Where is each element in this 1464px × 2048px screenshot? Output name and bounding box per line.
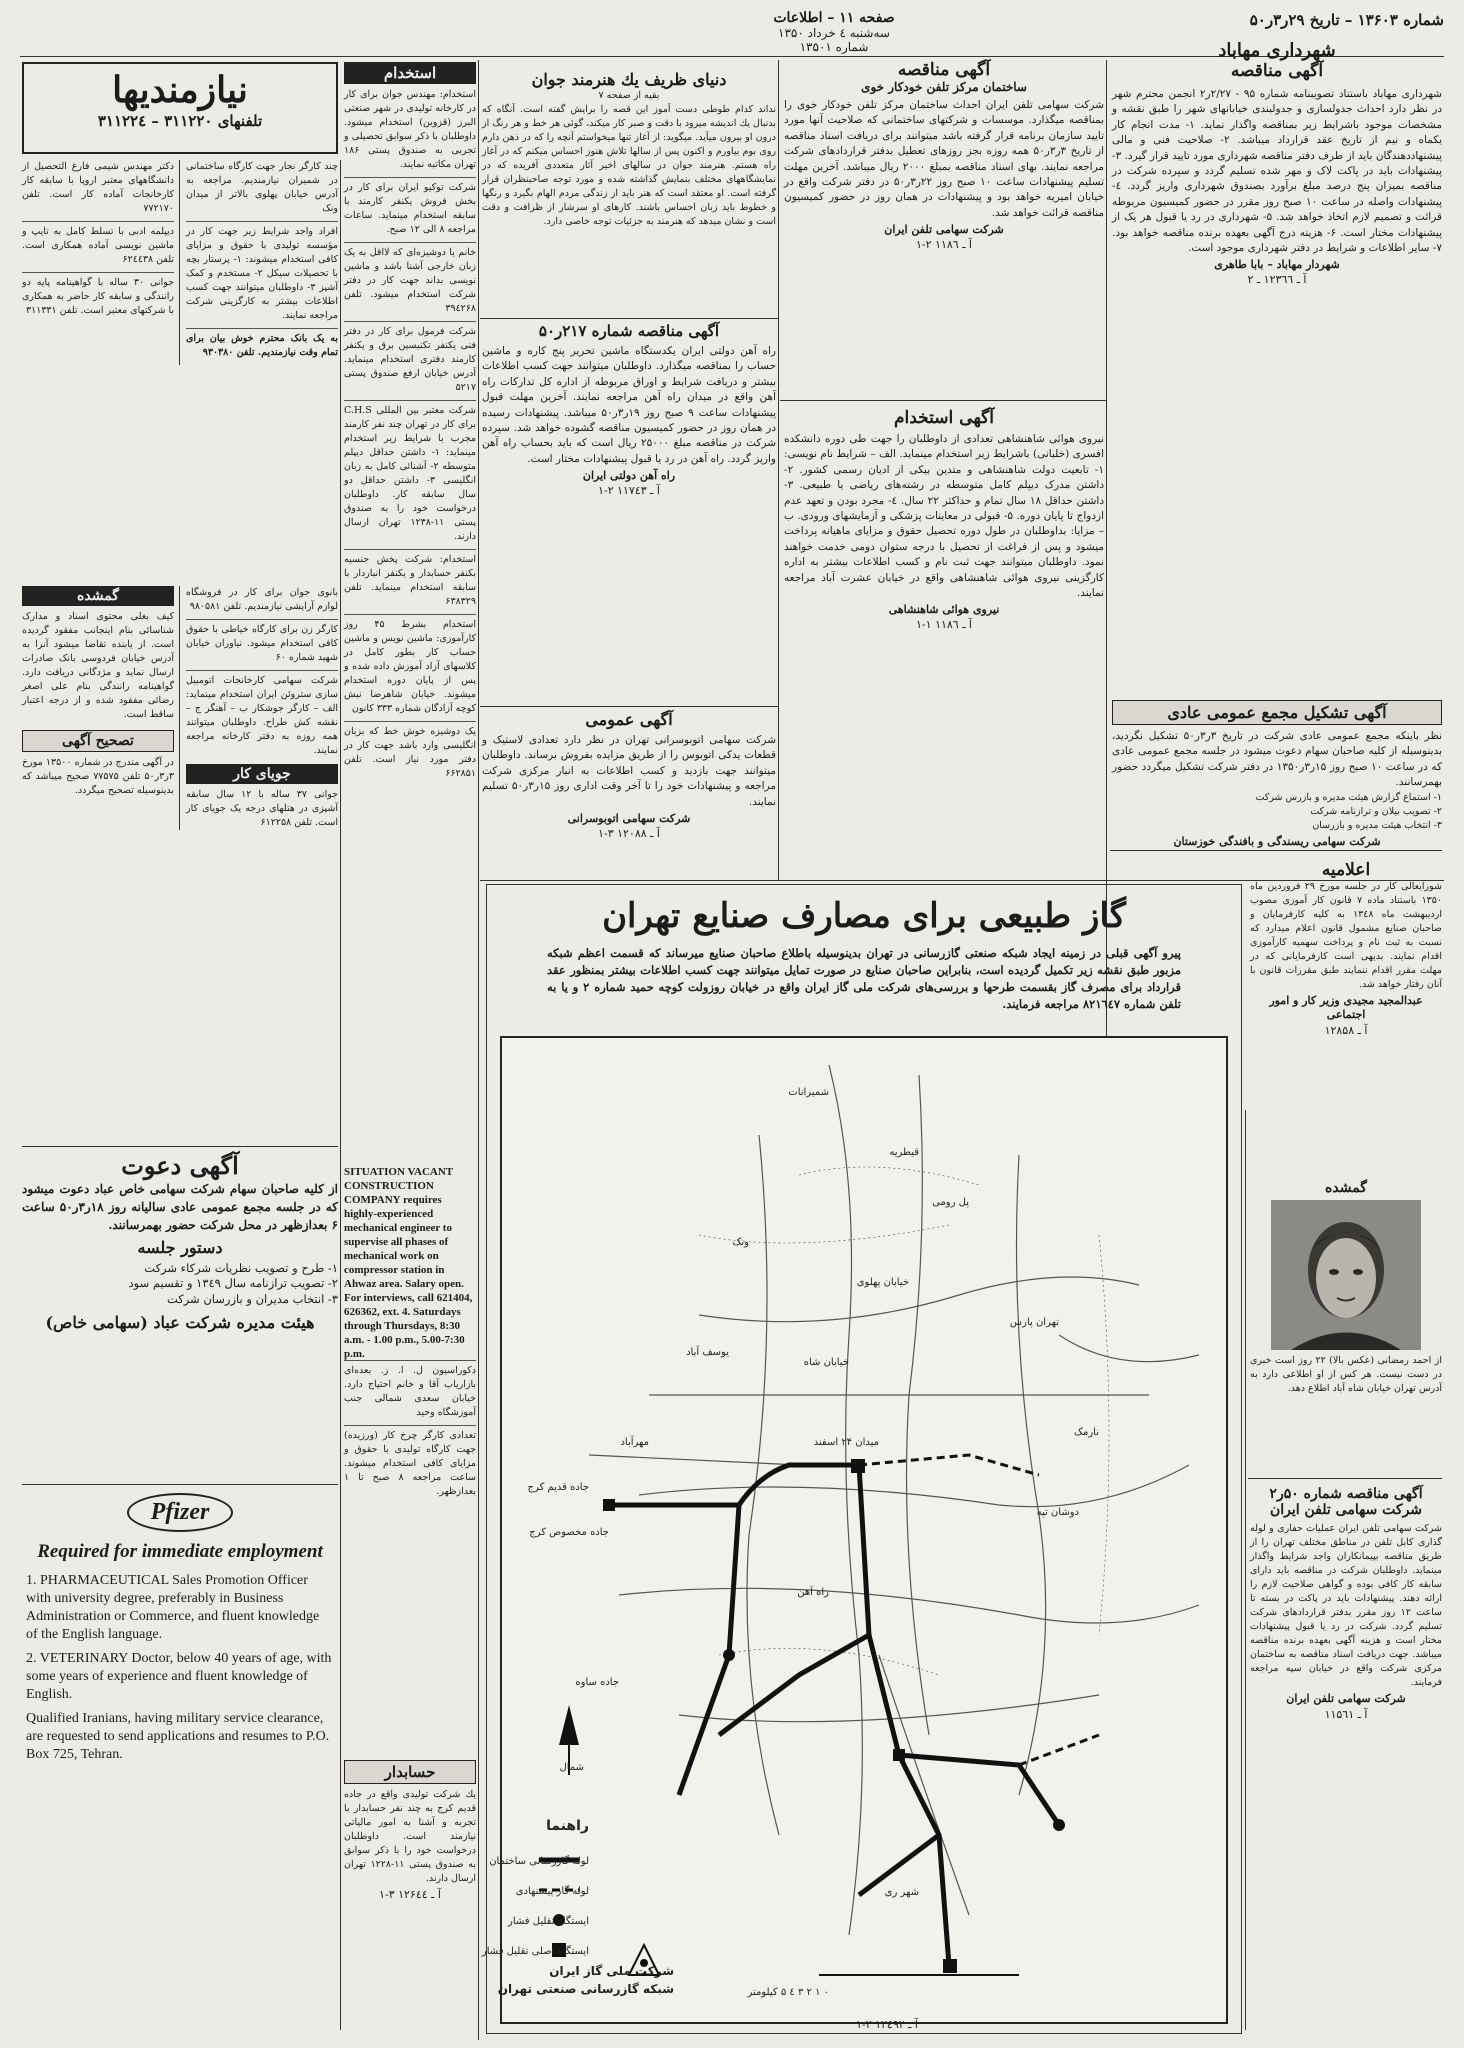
employment-column-lower xyxy=(344,1360,476,1680)
job-seekers-header: جویای کار xyxy=(186,764,338,784)
classified-ad: افراد واجد شرایط زیر جهت کار در مؤسسه تولیدی با حقوق و مزایای کافی استخدام میشوند: ۱- پرستار بچه با تحصیلات سیکل ۲- مستخدم و کمک آشپز ۳- داوطلبان میتوانند جهت کسب اطلاعات بیشتر به کارگزینی شرکت مراجعه نمایند. xyxy=(186,221,338,323)
classified-ad: تعدادی کارگر چرخ کار (ورزیده) جهت کارگاه تولیدی با حقوق و مزایای کافی استخدام میشوند. ساعت مراجعه ۸ صبح تا ۱ بعدازظهر. xyxy=(344,1425,476,1499)
mahabad-tender xyxy=(1112,20,1442,710)
elamieh-title: اعلامیه xyxy=(1321,860,1371,880)
scale-label: ۰ ۱ ۲ ۳ ٤ ۵ کیلومتر xyxy=(747,1987,829,1998)
airforce-title: آگهی استخدام xyxy=(894,408,994,428)
khoy-signature: شرکت سهامی تلفن ایران xyxy=(884,223,1004,237)
lost-items-header: گمشده xyxy=(22,586,174,606)
classified-ad: استخدام: مهندس جوان برای کار در کارخانه تولیدی در شهر صنعتی البرز (قزوین) استخدام میشود. داوطلبان با ذکر سوابق تحصیلی و تجربی به صندوق پستی ۱۸۶ تهران مکاتبه نمایند. xyxy=(344,89,476,170)
airforce-recruitment xyxy=(784,408,1104,878)
khoy-body: شرکت سهامی تلفن ایران احداث ساختمان مرکز تلفن خودکار خوی را بمناقصه میگذارد. موسسات و شرکتهای ساختمانی که صلاحیت آنها مورد تایید سازمان برنامه قرار گرفته باشد میتوانند برای دریافت اسناد مناقصه از تاریخ ۳ر۳ر۵۰ همه روزه بجز روزهای تعطیل بدفتر قراردادهای شرکت مراجعه نمایند. بهای اسناد مناقصه بمبلغ ۲۰۰۰ ریال میباشد. آخرین مهلت تسلیم پیشنهادات ساعت ۱۰ صبح روز ۲۲ر۳ر۵۰ در دفتر شرکت واقع در خیابان امیریه خواهد بود و پیشنهادات در همان روز در حضور کمیسیون مناقصه قرائت خواهد شد. xyxy=(784,99,1104,219)
airforce-body: نیروی هوائی شاهنشاهی تعدادی از داوطلبان را جهت طی دوره دانشکده افسری (خلبانی) باشرایط زیر استخدام مینماید. الف – شرایط نام نویسی: ۱- تابعیت دولت شاهنشاهی و متدین بیکی از ادیان رسمی کشور. ۲- داشتن مدرک دیپلم کامل متوسطه در رشته‌های ریاضی یا طبیعی. ۳- داشتن حداقل ۱۸ سال تمام و حداکثر ۲۲ سال. ٤- مجرد بودن و تعهد عدم ازدواج تا پایان دوره. ۵- قبولی در معاینات پزشکی و آزمایشهای ورودی. ب – مزایا: بداوطلبان در طول دوره تحصیل حقوق و مزایای ماهیانه پرداخت میشود و پس از فراغت از تحصیل با درجه ستوان دومی خدمت خواهند نمود. داوطلبان میتوانند جهت ثبت نام و کسب اطلاعات بیشتر به اداره کارگزینی نیروی هوائی شاهنشاهی واقع در خیابان عشرت آباد مراجعه نمایند. xyxy=(784,433,1105,600)
gas-company-name: شرکت ملی گاز ایران xyxy=(549,1964,674,1978)
classified-ad: بانوی جوان برای کار در فروشگاه لوازم آرایشی نیازمندیم. تلفن ۹۸۰۵۸۱ xyxy=(186,587,338,612)
map-label: شهر ری xyxy=(884,1887,919,1898)
railway-signature: راه آهن دولتی ایران xyxy=(582,469,676,483)
column-rule xyxy=(478,60,479,2040)
khoy-subtitle: ساختمان مرکز تلفن خودکار خوی xyxy=(861,80,1027,94)
khoy-code: آ ـ ۱۱۸٦ ۲-۱ xyxy=(916,238,972,252)
missing-person-photo xyxy=(1271,1200,1421,1350)
telephone-tender-signature: شرکت سهامی تلفن ایران xyxy=(1286,1692,1406,1705)
artist-body: نداند کدام طوطی دست آموز این قصه را برایش گفته است. آنگاه که بدنبال یك اندیشه میرود با دقت و صبر کار میکند، گوئی هر خط و هر رنگ از درون او بیرون میآید. میگوید: از آغاز تنها میخواستم آنچه را که در ذهن دارم روی بوم بیاورم و اکنون پس از سالها تلاش هنوز احساس میکنم که در آغاز راه هستم. هنرمند جوان در سالهای اخیر آثار متعددی آفریده که در نمایشگاههای مختلف بنمایش گذاشته شده و مورد توجه صاحبنظران قرار گرفته است. او معتقد است که هنر باید از زندگی مردم الهام بگیرد و رنگها و خطوط باید زبان احساس باشند. کارهای او سرشار از ظرافت و دقت است و نشان میدهد که هنرمند به جزئیات توجه خاصی دارد. xyxy=(482,104,776,227)
assembly-body: نظر باینکه مجمع عمومی عادی شرکت در تاریخ ۳ر۳ر۵۰ تشکیل نگردید، بدینوسیله از کلیه صاحبان سهام دعوت میشود در جلسه مجمع عمومی عادی که در ساعت ۱۰ صبح روز ۱۵ر۳ر۱۳۵۰ در دفتر شرکت تشکیل میگردد حضور بهمرسانند. xyxy=(1112,730,1442,789)
column-rule xyxy=(778,60,779,880)
header-page-number: صفحه ۱۱ – اطلاعات xyxy=(773,10,895,26)
missing-body: از احمد رمضانی (عکس بالا) ۲۲ روز است خبری در دست نیست. هر کس از او اطلاعی دارد به آدرس تهران خیابان شاه آباد اطلاع دهد. xyxy=(1250,1355,1442,1394)
map-label: خیابان پهلوی xyxy=(856,1277,909,1288)
elamieh-signature: عبدالمجید مجیدی وزیر کار و امور اجتماعی xyxy=(1269,994,1423,1021)
pfizer-heading: Required for immediate employment xyxy=(37,1541,323,1562)
header-weekday: سه‌شنبه ٤ خرداد ۱۳۵۰ xyxy=(778,26,890,40)
classified-ad: استخدام: شرکت پخش جنسیه بکنفر حسابدار و یکنفر انباردار با سابقه استخدام مینماید. تلفن ۶۳۸۳۲۹ xyxy=(344,549,476,609)
invitation-signature: هیئت مدیره شرکت عباد (سهامی خاص) xyxy=(45,1313,315,1333)
missing-title: گمشده xyxy=(1325,1180,1367,1196)
artist-continued: بقیه از صفحه ۷ xyxy=(598,90,660,101)
classifieds-top xyxy=(22,160,338,580)
gas-network-name: شبکه گازرسانی صنعتی تهران xyxy=(497,1982,674,1996)
elamieh-body: شورایعالی کار در جلسه مورخ ۲۹ فروردین ماه ۱۳۵۰ باستناد ماده ۷ قانون کار آموزی مصوب اردیبهشت ماه ۱۳٤۸ به کلیه کارفرمایان و صاحبان صنایع مشمول قانون اعلام میدارد که نسبت به ثبت نام و پرداخت سهمیه کارآموزی اقدام نمایند. بدیهی است کارفرمایانی که در مهلت مقرر اقدام ننمایند طبق مقررات قانون با آنان رفتار خواهد شد. xyxy=(1250,881,1442,990)
invitation-agenda-title: دستور جلسه xyxy=(137,1238,223,1257)
agenda-item: ۳- انتخاب مدیران و بازرسان شرکت xyxy=(166,1291,338,1306)
khoy-tender xyxy=(784,60,1104,400)
accountant-ad xyxy=(344,1760,476,2010)
assembly-signature: شرکت سهامی ریسندگی و بافندگی خوزستان xyxy=(1173,834,1381,848)
railway-code: آ ـ ۱۱۷٤۳ ۲-۱ xyxy=(598,484,660,498)
telephone-tender xyxy=(1250,1486,1442,2036)
elamieh-code: آ ـ ۱۲۸۵۸ xyxy=(1324,1024,1368,1037)
classified-ad: شرکت فرمول برای کار در دفتر فنی یکنفر تکنیسین برق و یکنفر کارمند دفتری استخدام مینماید. آدرس خیابان ارفع صندوق پستی ۵۲۱۷ xyxy=(344,321,476,395)
assembly-item: ۳- انتخاب هیئت مدیره و بازرسان xyxy=(1312,819,1442,831)
north-label: شمال xyxy=(559,1762,584,1773)
railway-title: آگهی مناقصه شماره ۲۱۷ر۵۰ xyxy=(538,322,720,340)
job-seeker-ad: جوانی ۳۷ ساله با ۱۲ سال سابقه آشپزی در هتلهای درجه یک جویای کار است. تلفن ۶۱۲۲۵۸ xyxy=(186,789,338,828)
mahabad-subtitle: آگهی مناقصه xyxy=(1230,61,1324,81)
classified-ad: شرکت سهامی کارخانجات اتومبیل سازی ستروئن ایران استخدام مینماید: الف – کارگر جوشکار ب – آهنگر ج – نقشه کش طراح. داوطلبان میتوانند همه روزه به دفتر کارخانه مراجعه نمایند. xyxy=(186,670,338,758)
classified-ad: چند کارگر نجار جهت کارگاه ساختمانی در شمیران نیازمندیم. مراجعه به آدرس خیابان پهلوی بالاتر از میدان ونک xyxy=(186,161,338,214)
map-label: قیطریه xyxy=(889,1147,919,1158)
correction-body: در آگهی مندرج در شماره ۱۳۵۰۰ مورخ ۳ر۳ر۵۰ تلفن ۷۷۵۷۵ صحیح میباشد که بدینوسیله تصحیح میگردد. xyxy=(22,757,174,796)
accountant-body: یك شرکت تولیدی واقع در جاده قدیم کرج به چند نفر حسابدار با تجربه و آشنا به امور مالیاتی نیازمند است. داوطلبان درخواست خود را با ذکر سوابق به صندوق پستی ۱۱-۱۲۲۸ تهران ارسال دارند. xyxy=(344,1789,476,1884)
khoy-title: آگهی مناقصه xyxy=(897,60,991,80)
classified-ad: استخدام بشرط ۴۵ روز کارآموزی: ماشین نویس و ماشین حساب کار بطور کامل در کلاسهای آزاد آموزش داده شده و پس از پایان دوره استخدام میشوند. خیابان شاهرضا نبش کوچه آزادگان شماره ۳۳۳ کانون xyxy=(344,614,476,716)
classifieds-title: نیازمندیها xyxy=(112,69,248,111)
mahabad-signature: شهردار مهاباد – بابا طاهری xyxy=(1214,258,1340,272)
section-rule xyxy=(780,400,1106,401)
pfizer-item-2: 2. VETERINARY Doctor, below 40 years of age, with some years of experience and fluent knowledge of English. xyxy=(26,1651,332,1702)
legend-item: ایستگاه تقلیل فشار xyxy=(508,1916,589,1927)
agenda-item: ۲- تصویب ترازنامه سال ۱۳٤۹ و تقسیم سود xyxy=(128,1276,338,1291)
mahabad-title: شهرداری مهاباد xyxy=(1218,40,1336,61)
employment-header: استخدام xyxy=(344,62,476,84)
classified-ad: خانم یا دوشیزه‌ای که لااقل به یک زبان خارجی آشنا باشد و ماشین نویسی بداند جهت کار در دفتر شرکت استخدام میشود. تلفن ۳۹٤۲۶۸ xyxy=(344,242,476,316)
english-engineer-ad: SITUATION VACANT CONSTRUCTION COMPANY requires highly-experienced mechanical engineer to supervise all phases of mechanical work on compressor station in Ahwaz area. Salary open. For interviews, call 621404, 626362, ext. 4. Saturdays through Thursdays, 8:30 a.m. - 1.00 p.m., 5.00-7:30 p.m. xyxy=(344,1166,473,1360)
invitation-body: از کلیه صاحبان سهام شرکت سهامی خاص عباد دعوت میشود که در جلسه مجمع عمومی عادی سالیانه روز ۱۸ر۳ر۵۰ ساعت ۶ بعدازظهر در محل شرکت حضور بهمرسانند. xyxy=(22,1182,338,1232)
gas-body: پیرو آگهی قبلی در زمینه ایجاد شبکه صنعتی گازرسانی در تهران بدینوسیله باطلاع صاحبان صنایع میرساند که قسمت اعظم شبکه مزبور طبق نقشه زیر تکمیل گردیده است، بنابراین صاحبان صنایع در صورت تمایل میتوانند جهت کسب اطلاعات بیشتر بمنظور عقد قرارداد برای مصرف گاز بقسمت طرحها و بررسی‌های شرکت ملی گاز ایران واقع در خیابان روزولت کوچه حمید شماره ۲ و یا به تلفن شماره ۸۲۱٦٤۷ مراجعه فرمایند. xyxy=(547,946,1181,1011)
assembly-item: ۲- تصویب بیلان و ترازنامه شرکت xyxy=(1310,805,1442,817)
map-label: جاده مخصوص کرج xyxy=(529,1527,609,1538)
map-label: ونک xyxy=(732,1237,749,1248)
classified-ad: شرکت معتبر بین المللی C.H.S برای کار در تهران چند نفر کارمند مجرب با شرایط زیر استخدام مینماید: ۱- داشتن حداقل دیپلم متوسطه ۲- آشنائی کامل به زبان انگلیسی ۳- داشتن حداقل دو سال سابقه کار. داوطلبان درخواست خود را به صندوق پستی ۱۱-۱۲۳۸ تهران ارسال دارند. xyxy=(344,400,476,544)
invitation-title: آگهی دعوت xyxy=(121,1151,239,1180)
map-label: پل رومی xyxy=(932,1197,969,1208)
header-issue-date-text: شماره ۱۳۶۰۳ – تاریخ ۲۹ر۳ر۵۰ xyxy=(1249,11,1444,29)
column-rule xyxy=(1245,1110,1246,2030)
map-label: نارمک xyxy=(1074,1427,1099,1438)
header-issue-number: شماره ۱۳۵۰۱ xyxy=(799,40,869,54)
classified-ad: جوانی ۳۰ ساله با گواهینامه پایه دو رانندگی و سابقه کار حاضر به همکاری با شرکتهای معتبر است. تلفن ۳۱۱۳۳۱ xyxy=(22,272,174,318)
gas-network-ad xyxy=(481,884,1242,2034)
railway-body: راه آهن دولتی ایران یکدستگاه ماشین تحریر پنج کاره و ماشین حساب را بمناقصه میگذارد. داوطلبان میتوانند جهت کسب اطلاعات بیشتر و دریافت شرایط و اوراق مربوطه از اداره کل تدارکات راه آهن واقع در میدان راه آهن مراجعه نمایند. آخرین مهلت قبول پیشنهادات ساعت ۹ صبح روز ۱۹ر۳ر۵۰ میباشد. پیشنهادات رسیده در همان روز در حضور کمیسیون مناقصه گشوده خواهد شد. سپرده شرکت در مناقصه مبلغ ۲۵۰۰۰ ریال است که باید بحساب راه آهن واریز گردد. راه آهن در رد یا قبول پیشنهادات مختار است. xyxy=(482,345,776,465)
pfizer-item-1: 1. PHARMACEUTICAL Sales Promotion Officer with university degree, preferably in Business Administration or Commerce, and fluent knowledge of the English language. xyxy=(26,1573,320,1642)
airforce-signature: نیروی هوائی شاهنشاهی xyxy=(888,603,1000,617)
shareholder-invitation xyxy=(22,1146,338,1476)
map-label: جاده ساوه xyxy=(575,1677,619,1688)
pfizer-ad xyxy=(22,1484,338,2032)
map-label: یوسف آباد xyxy=(686,1347,729,1358)
classified-ad: دکتر مهندس شیمی فارغ التحصیل از دانشگاههای معتبر اروپا با سابقه کار کارخانجات آماده کار است. تلفن ۷۷۲۱۷۰ xyxy=(22,161,174,214)
map-label: شمیرانات xyxy=(788,1087,829,1098)
column-rule xyxy=(340,160,341,2030)
section-rule xyxy=(1110,850,1442,851)
classified-ad: دیپلمه ادبی با تسلط کامل به تایپ و ماشین نویسی آماده همکاری است. تلفن ۶۲٤٤۳۸ xyxy=(22,221,174,267)
classifieds-middle xyxy=(22,586,338,1142)
artist-article xyxy=(482,70,776,315)
assembly-notice xyxy=(1112,700,1442,850)
mahabad-code: آ ـ ۱۲۳٦٦ ـ ۲ xyxy=(1247,273,1307,287)
map-label: مهرآباد xyxy=(620,1437,649,1448)
section-rule xyxy=(480,880,1444,881)
pfizer-footer: Qualified Iranians, having military service clearance, are requested to send applications and resumes to P.O. Box 725, Tehran. xyxy=(26,1711,330,1762)
telephone-tender-code: آ ـ ۱۱۵٦۱ xyxy=(1324,1708,1368,1721)
section-rule xyxy=(480,706,778,707)
labor-ministry-notice xyxy=(1250,860,1442,1176)
gas-network-map xyxy=(481,1035,1229,2025)
agenda-item: ۱- طرح و تصویب نظریات شرکاء شرکت xyxy=(144,1261,338,1275)
lost-items-body: کیف بغلی محتوی اسناد و مدارک شناسائی بنام اینجانب مفقود گردیده است. از یابنده تقاضا میشود آنرا به آدرس خیابان فردوسی بانک صادرات ارسال نماید و مژدگانی دریافت دارد. گواهینامه رانندگی بنام علی اصغر رضائی مفقود شده و از درجه اعتبار ساقط است. xyxy=(22,611,174,720)
bus-title: آگهی عمومی xyxy=(585,710,673,729)
missing-person-notice xyxy=(1250,1180,1442,1476)
assembly-item: ۱- استماع گزارش هیئت مدیره و بازرس شرکت xyxy=(1255,791,1442,803)
legend-item: لوله گازرسانی ساختمان xyxy=(489,1856,589,1867)
bus-company-notice xyxy=(482,710,776,878)
map-label: میدان ۲۴ اسفند xyxy=(813,1437,879,1448)
map-label: راه آهن xyxy=(797,1587,829,1598)
pfizer-logo: Pfizer xyxy=(127,1493,234,1532)
bus-signature: شرکت سهامی اتوبوسرانی xyxy=(567,812,691,826)
map-label: تهران پارس xyxy=(1009,1317,1059,1328)
classified-ad: دکوراسیون ل. ا. ز. بعده‌ای بازاریاب آقا و خانم احتیاج دارد. خیابان سعدی شمالی جنب آموزشگاه وحید xyxy=(344,1360,476,1420)
assembly-title: آگهی تشکیل مجمع عمومی عادی xyxy=(1112,700,1442,725)
legend-item: لوله گاز پیشنهادی xyxy=(515,1886,589,1897)
telephone-tender-title: آگهی مناقصه شماره ۵۰ر۲ شرکت سهامی تلفن ایران xyxy=(1269,1486,1423,1518)
bus-code: آ ـ ۱۲۰۸۸ ۳-۱ xyxy=(598,827,660,841)
artist-title: دنیای ظریف یك هنرمند جوان xyxy=(531,70,727,89)
legend-item: ایستگاه اصلی تقلیل فشار xyxy=(481,1946,589,1957)
employment-column xyxy=(344,62,476,1162)
accountant-title: حسابدار xyxy=(344,1760,476,1784)
railway-tender xyxy=(482,322,776,702)
gas-title: گاز طبیعی برای مصارف صنایع تهران xyxy=(602,896,1126,936)
map-label: دوشان تپه xyxy=(1036,1507,1079,1518)
section-rule xyxy=(480,318,778,319)
classified-ad: کارگر زن برای کارگاه خیاطی با حقوق کافی استخدام میشود. نیاوران خیابان شهید شماره ۶۰ xyxy=(186,619,338,665)
classified-ad: به یک بانک محترم خوش بیان برای تمام وقت نیازمندیم. تلفن ۹۳۰۳۸۰ xyxy=(186,328,338,360)
gas-ad-code: آ ـ ۱۲٤۹۲ ۲-۱ xyxy=(856,2018,918,2031)
classified-ad: یک دوشیزه خوش خط که بزبان انگلیسی وارد باشد جهت کار در دفتر مورد نیاز است. تلفن ۶۶۲۸۵۱ xyxy=(344,721,476,781)
airforce-code: آ ـ ۱۱۸٦ ۱-۱ xyxy=(916,618,972,632)
accountant-code: آ ـ ۱۲۶٤٤ ۳-۱ xyxy=(379,1888,441,1901)
correction-header: تصحیح آگهی xyxy=(22,730,174,752)
classified-ad: شرکت توکیو ایران برای کار در بخش فروش یکنفر کارمند با سابقه استخدام مینماید. ساعات مراجعه ۸ الی ۱۲ صبح. xyxy=(344,177,476,237)
classifieds-title-box xyxy=(22,62,338,154)
telephone-tender-body: شرکت سهامی تلفن ایران عملیات حفاری و لوله گذاری کابل تلفن در مناطق مختلف تهران را از طریق مناقصه بپیمانکاران واجد شرایط واگذار مینماید. داوطلبان شرکت در مناقصه باید دارای سابقه کار کافی بوده و گواهی صلاحیت لازم را ارائه دهند. پیشنهادات باید در پاکت در بسته تا ساعت ۱۲ روز مقرر بدفتر قراردادهای شرکت تسلیم گردد. شرکت در رد یا قبول پیشنهادات مختار است و هزینه آگهی بعهده برنده مناقصه میباشد. جهت دریافت اسناد مناقصه به ساختمان مرکزی شرکت واقع در خیابان سپه مراجعه فرمایند. xyxy=(1250,1523,1443,1688)
map-label: خیابان شاه xyxy=(803,1357,849,1368)
legend-title: راهنما xyxy=(546,1818,589,1834)
section-rule xyxy=(1248,1478,1442,1479)
classifieds-phones: تلفنهای ۳۱۱۲۲۰ – ۳۱۱۲۲٤ xyxy=(97,112,263,130)
map-label: جاده قدیم کرج xyxy=(527,1482,589,1493)
mahabad-body: شهرداری مهاباد باستناد تصویبنامه شماره ۹۵ - ۲/۲۷ر۲ انجمن محترم شهر در نظر دارد احداث جدولسازی و جدولبندی خیابانهای شهر را طبق نقشه و مشخصات موجود باشرایط زیر بمناقصه واگذار نماید. ۱- مدت انجام کار یکماه و نیم از تاریخ عقد قرارداد میباشد. ۲- صلاحیت فنی و مالی پیشنهاددهندگان باید از طرف دفتر مناقصه شهرداری مورد تایید قرار گیرد. ۳- پیشنهادات باید در پاکت لاک و مهر شده تسلیم گردد و سپرده شرکت در مناقصه بمیزان پنج درصد مبلغ برآورد بصندوق شهرداری واریز گردد. ٤- پیشنهادات واصله در ساعت ۱۰ صبح روز مقرر در حضور کمیسیون مربوطه قرائت و تصمیم لازم اتخاذ خواهد شد. ۵- شهرداری در رد یا قبول هر یک از پیشنهادات مختار است. ۶- هزینه درج آگهی بعهده برنده مناقصه خواهد بود. ۷- سایر اطلاعات و شرایط در دفتر شهرداری موجود است. xyxy=(1112,88,1443,255)
bus-body: شرکت سهامی اتوبوسرانی تهران در نظر دارد تعدادی لاستیک و قطعات یدکی اتوبوس را از طریق مزایده بفروش برساند. داوطلبان میتوانند جهت بازدید و کسب اطلاعات به انبار مرکزی شرکت مراجعه و پیشنهادات خود را تا آخر وقت اداری روز ۱۵ر۳ر۵۰ تسلیم نمایند. xyxy=(482,734,776,808)
